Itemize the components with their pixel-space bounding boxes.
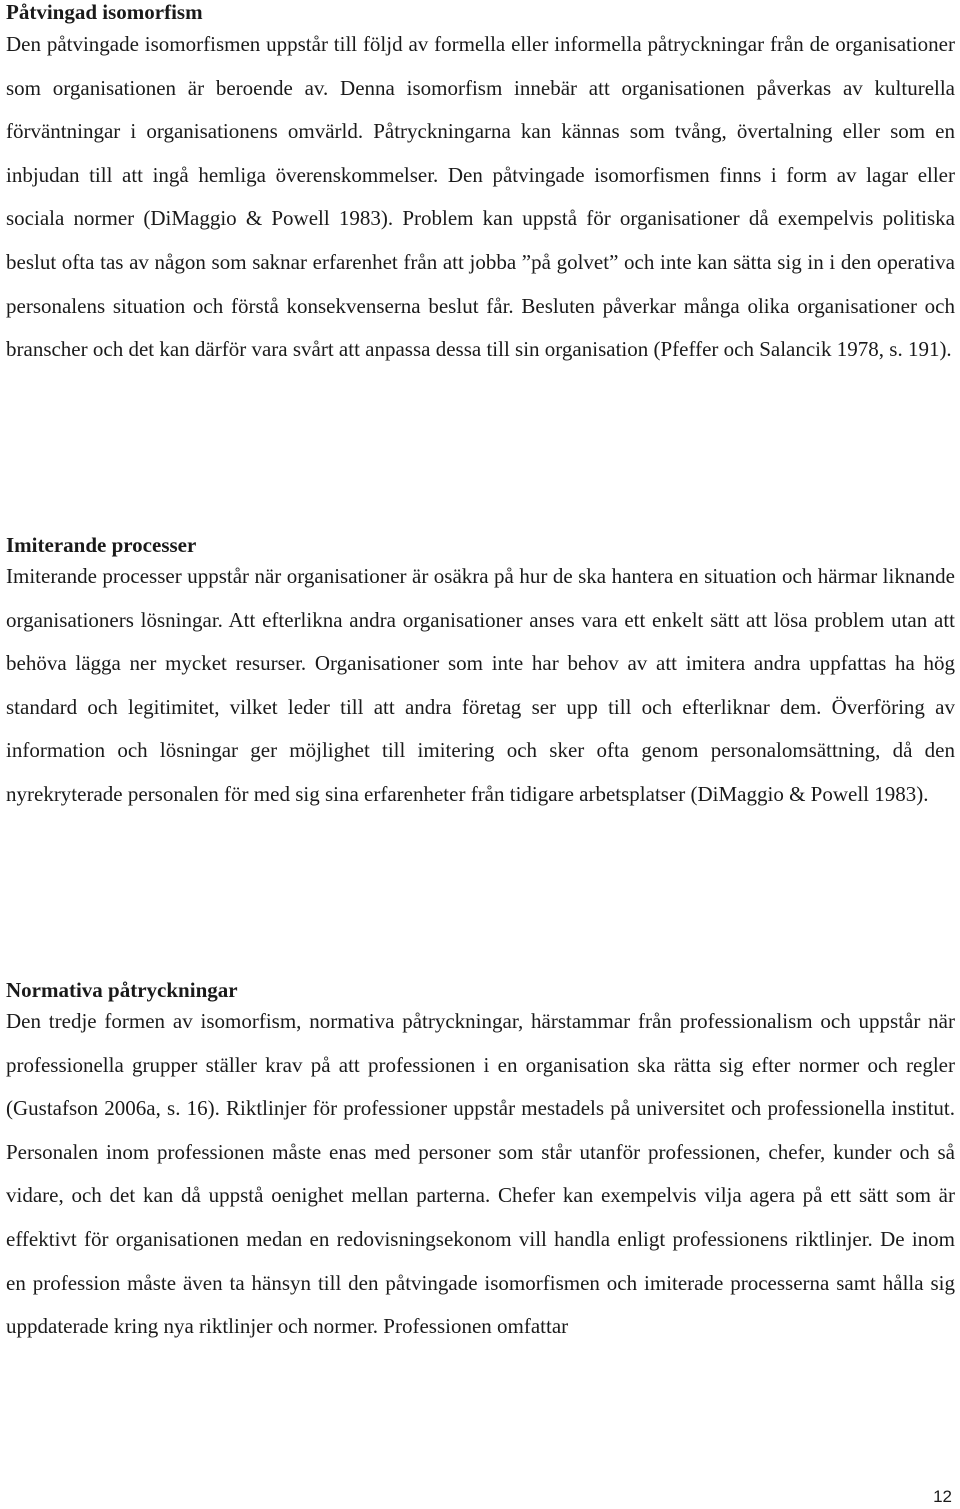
section-paragraph-coercive-isomorphism: Den påtvingade isomorfismen uppstår till följd av formella eller informella påtryckningar från de organisationer som organisationen är beroende av. Denna isomorfism innebär att organisationen påverkas av kulturella förväntningar i organisationens omvärld. Påtryckningarna kan kännas som tvång, övertalning eller som en inbjudan till att ingå hemliga överenskommelser. Den påtvingade isomorfismen finns i form av lagar eller sociala normer (DiMaggio & Powell 1983). Problem kan uppstå för organisationer då exempelvis politiska beslut ofta tas av någon som saknar erfarenhet från att jobba ”på golvet” och inte kan sätta sig in i den operativa personalens situation och förstå konsekvenserna beslut får. Besluten påverkar många olika organisationer och branscher och det kan därför vara svårt att anpassa dessa till sin organisation (Pfeffer och Salancik 1978, s. 191). xyxy=(6,32,955,362)
page-number: 12 xyxy=(933,1487,952,1506)
section-paragraph-normative-pressures: Den tredje formen av isomorfism, normativa påtryckningar, härstammar från professionalism och uppstår när professionella grupper ställer krav på att professionen i en organisation ska rätta sig efter normer och regler (Gustafson 2006a, s. 16). Riktlinjer för professioner uppstår mestadels på universitet och professionella institut. Personalen inom professionen måste enas med personer som står utanför professionen, chefer, kunder och så vidare, och det kan då uppstå oenighet mellan parterna. Chefer kan exempelvis vilja agera på ett sätt som är effektivt för organisationen medan en redovisningsekonom vill handla enligt professionens riktlinjer. De inom en profession måste även ta hänsyn till den påtvingade isomorfismen och imiterade processerna samt hålla sig uppdaterade kring nya riktlinjer och normer. Professionen omfattar xyxy=(6,1009,955,1339)
section-heading-normative-pressures: Normativa påtryckningar xyxy=(6,978,238,1002)
section-heading-mimetic-processes: Imiterande processer xyxy=(6,533,197,557)
section-heading-coercive-isomorphism: Påtvingad isomorfism xyxy=(6,0,203,24)
section-paragraph-mimetic-processes: Imiterande processer uppstår när organisationer är osäkra på hur de ska hantera en situation och härmar liknande organisationers lösningar. Att efterlikna andra organisationer anses vara ett enkelt sätt att lösa problem utan att behöva lägga ner mycket resurser. Organisationer som inte har behov av att imitera andra uppfattas ha hög standard och legitimitet, vilket leder till att andra företag ser upp till och efterliknar dem. Överföring av information och lösningar ger möjlighet till imitering och sker ofta genom personalomsättning, då den nyrekryterade personalen för med sig sina erfarenheter från tidigare arbetsplatser (DiMaggio & Powell 1983). xyxy=(6,564,955,806)
